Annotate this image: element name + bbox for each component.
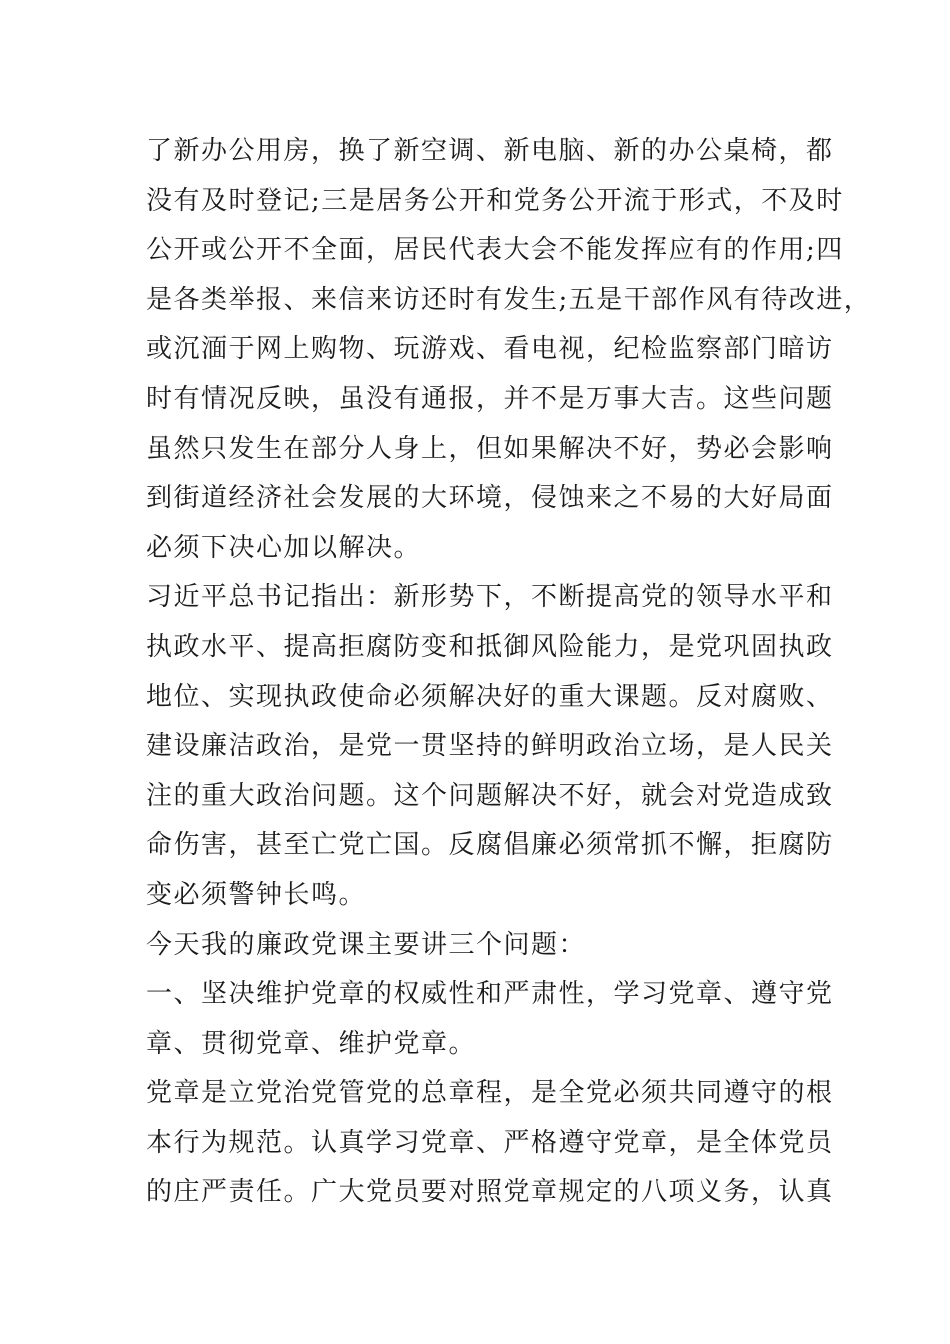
text-line: 注的重大政治问题。这个问题解决不好，就会对党造成致 bbox=[146, 780, 834, 811]
text-line: 到街道经济社会发展的大环境，侵蚀来之不易的大好局面 bbox=[146, 483, 834, 514]
text-line: 必须下决心加以解决。 bbox=[146, 532, 422, 563]
text-line: 公开或公开不全面，居民代表大会不能发挥应有的作用;四 bbox=[146, 235, 844, 266]
text-line: 执政水平、提高拒腐防变和抵御风险能力，是党巩固执政 bbox=[146, 631, 834, 662]
text-line: 习近平总书记指出：新形势下，不断提高党的领导水平和 bbox=[146, 582, 834, 613]
text-line: 地位、实现执政使命必须解决好的重大课题。反对腐败、 bbox=[146, 681, 834, 712]
text-line: 章、贯彻党章、维护党章。 bbox=[146, 1028, 477, 1059]
text-line: 是各类举报、来信来访还时有发生;五是干部作风有待改进， bbox=[146, 284, 872, 315]
text-line: 命伤害，甚至亡党亡国。反腐倡廉必须常抓不懈，拒腐防 bbox=[146, 830, 834, 861]
text-line: 党章是立党治党管党的总章程，是全党必须共同遵守的根 bbox=[146, 1078, 834, 1109]
text-line: 建设廉洁政治，是党一贯坚持的鲜明政治立场，是人民关 bbox=[146, 731, 834, 762]
text-line: 本行为规范。认真学习党章、严格遵守党章，是全体党员 bbox=[146, 1127, 834, 1158]
text-line: 的庄严责任。广大党员要对照党章规定的八项义务，认真 bbox=[146, 1177, 834, 1208]
text-line: 或沉湎于网上购物、玩游戏、看电视，纪检监察部门暗访 bbox=[146, 334, 834, 365]
text-line: 变必须警钟长鸣。 bbox=[146, 879, 367, 910]
text-line: 时有情况反映，虽没有通报，并不是万事大吉。这些问题 bbox=[146, 383, 834, 414]
document-body bbox=[146, 127, 872, 1218]
text-line: 了新办公用房，换了新空调、新电脑、新的办公桌椅，都 bbox=[146, 136, 834, 166]
text-line: 今天我的廉政党课主要讲三个问题： bbox=[146, 929, 587, 960]
text-line: 没有及时登记;三是居务公开和党务公开流于形式，不及时 bbox=[146, 185, 844, 216]
text-line: 一、坚决维护党章的权威性和严肃性，学习党章、遵守党 bbox=[146, 979, 834, 1010]
text-line: 虽然只发生在部分人身上，但如果解决不好，势必会影响 bbox=[146, 433, 834, 464]
